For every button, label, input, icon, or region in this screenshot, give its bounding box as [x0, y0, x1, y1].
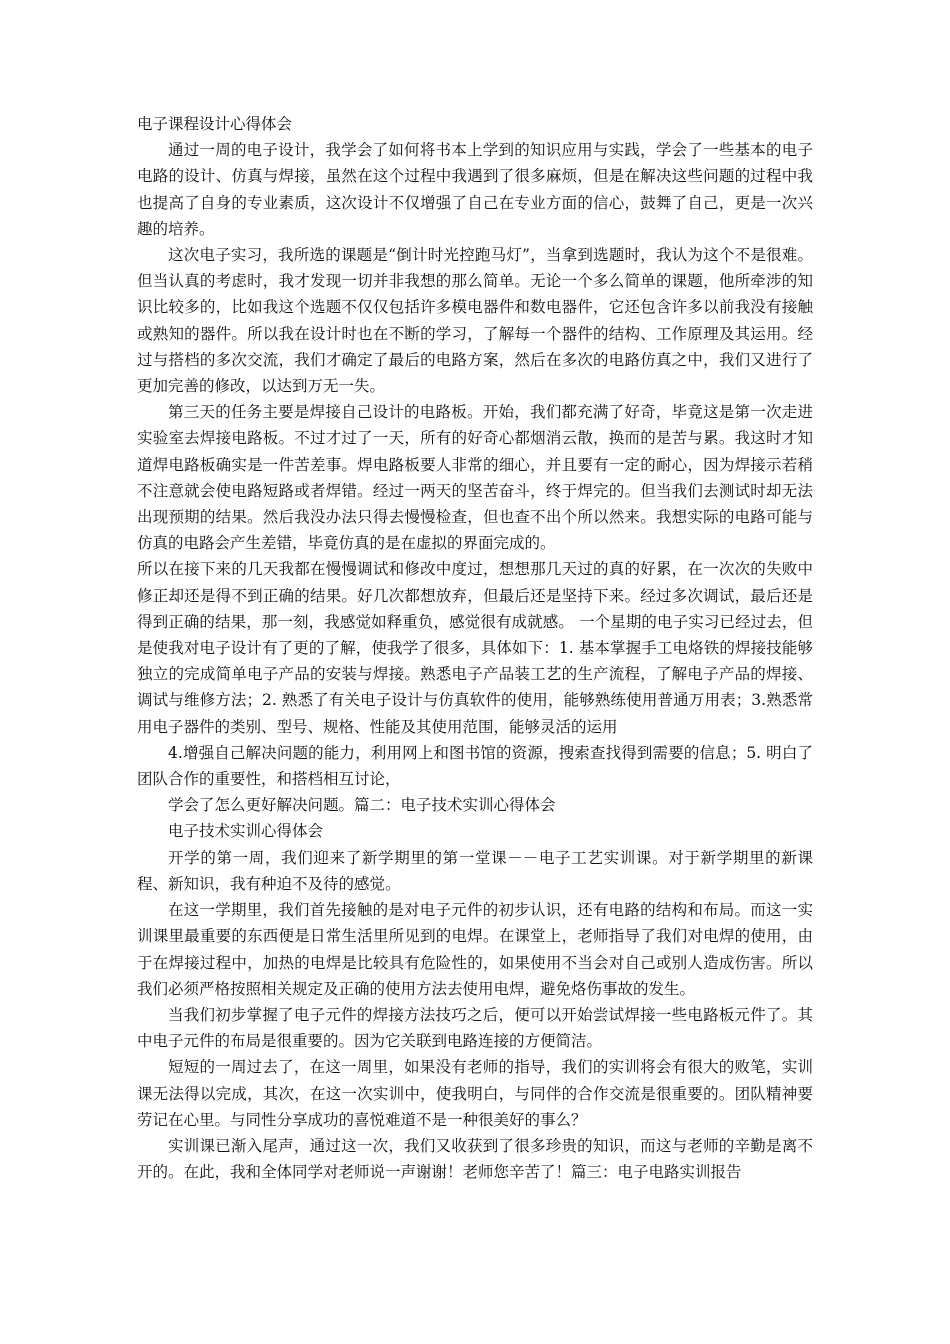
paragraph: 4.增强自己解决问题的能力，利用网上和图书馆的资源，搜索查找得到需要的信息；5. 明白了团队合作的重要性，和搭档相互讨论，	[137, 743, 813, 789]
paragraph: 开学的第一周，我们迎来了新学期里的第一堂课－－电子工艺实训课。对于新学期里的新课程、新知识，我有种迫不及待的感觉。	[137, 848, 813, 893]
paragraph: 短短的一周过去了，在这一周里，如果没有老师的指导，我们的实训将会有很大的败笔，实训课无法得以完成，其次，在这一次实训中，使我明白，与同伴的合作交流是很重要的。团队精神要劳记在心里。与同性分享成功的喜悦难道不是一种很美好的事么？	[137, 1058, 813, 1129]
paragraph: 当我们初步掌握了电子元件的焊接方法技巧之后，便可以开始尝试焊接一些电路板元件了。其中电子元件的布局是很重要的。因为它关联到电路连接的方便简洁。	[137, 1005, 813, 1051]
paragraph: 第三天的任务主要是焊接自己设计的电路板。开始，我们都充满了好奇，毕竟这是第一次走进实验室去焊接电路板。不过才过了一天，所有的好奇心都烟消云散，换而的是苦与累。我这时才知道焊电路板确实是一件苦差事。焊电路板要人非常的细心，并且要有一定的耐心，因为焊接示若稍不注意就会使电路短路或者焊错。经过一两天的坚苦奋斗，终于焊完的。但当我们去测试时却无法出现预期的结果。然后我没办法只得去慢慢检查，但也查不出个所以然来。我想实际的电路可能与仿真的电路会产生差错，毕竟仿真的是在虚拟的界面完成的。	[137, 403, 813, 553]
paragraph: 实训课已渐入尾声，通过这一次，我们又收获到了很多珍贵的知识，而这与老师的辛勤是离不开的。在此，我和全体同学对老师说一声谢谢！老师您辛苦了！篇三：电子电路实训报告	[137, 1136, 813, 1182]
paragraph: 这次电子实习，我所选的课题是“倒计时光控跑马灯”，当拿到选题时，我认为这个不是很难。但当认真的考虑时，我才发现一切并非我想的那么简单。无论一个多么简单的课题，他所牵涉的知识比较多的，比如我这个选题不仅仅包括许多模电器件和数电器件，它还包含许多以前我没有接触或熟知的器件。所以我在设计时也在不断的学习，了解每一个器件的结构、工作原理及其运用。经过与搭档的多次交流，我们才确定了最后的电路方案，然后在多次的电路仿真之中，我们又进行了更加完善的修改，以达到万无一失。	[137, 246, 813, 396]
paragraph: 所以在接下来的几天我都在慢慢调试和修改中度过，想想那几天过的真的好累，在一次次的失败中修正却还是得不到正确的结果。好几次都想放弃，但最后还是坚持下来。经过多次调试，最后还是得到正确的结果，那一刻，我感觉如释重负，感觉很有成就感。 一个星期的电子实习已经过去，但是使我对电子设计有了更的了解，使我学了很多，具体如下：1. 基本掌握手工电烙铁的焊接技能够独立的完成简单电子产品的安装与焊接。熟悉电子产品装工艺的生产流程，了解电子产品的焊接、调试与维修方法；2. 熟悉了有关电子设计与仿真软件的使用，能够熟练使用普通万用表；3.熟悉常用电子器件的类别、型号、规格、性能及其使用范围，能够灵活的运用	[137, 560, 813, 736]
paragraph: 在这一学期里，我们首先接触的是对电子元件的初步认识，还有电路的结构和布局。而这一实训课里最重要的东西便是日常生活里所见到的电焊。在课堂上，老师指导了我们对电焊的使用，由于在焊接过程中，加热的电焊是比较具有危险性的，如果使用不当会对自己或别人造成伤害。所以我们必须严格按照相关规定及正确的使用方法去使用电焊，避免烙伤事故的发生。	[137, 901, 813, 998]
document-title: 电子课程设计心得体会	[137, 115, 293, 133]
paragraph: 学会了怎么更好解决问题。篇二：电子技术实训心得体会	[168, 796, 556, 815]
paragraph: 通过一周的电子设计，我学会了如何将书本上学到的知识应用与实践，学会了一些基本的电子电路的设计、仿真与焊接，虽然在这个过程中我遇到了很多麻烦，但是在解决这些问题的过程中我也提高了自身的专业素质，这次设计不仅增强了自己在专业方面的信心，鼓舞了自己，更是一次兴趣的培养。	[137, 141, 813, 238]
document-body	[137, 111, 813, 1185]
paragraph: 电子技术实训心得体会	[168, 822, 324, 841]
